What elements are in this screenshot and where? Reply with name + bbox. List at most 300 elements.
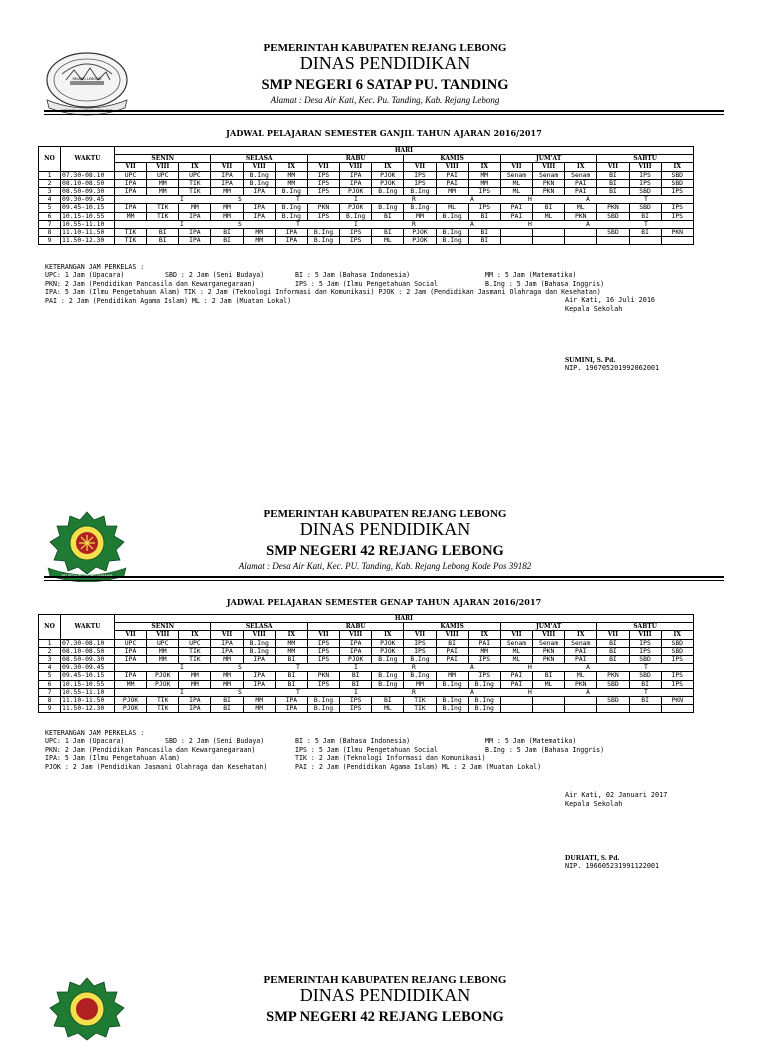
government-name: PEMERINTAH KABUPATEN REJANG LEBONG xyxy=(263,42,507,54)
legend-entry: MM : 5 Jam (Matematika) xyxy=(485,271,577,280)
subject-cell: BI xyxy=(275,672,307,680)
subject-cell: MM xyxy=(243,237,275,245)
subject-cell: IPS xyxy=(307,639,339,647)
subject-cell: ML xyxy=(533,212,565,220)
subject-cell: ML xyxy=(565,672,597,680)
subject-cell: IPS xyxy=(661,212,693,220)
schedule-title: JADWAL PELAJARAN SEMESTER GANJIL TAHUN AJARAN 2016/2017 xyxy=(226,128,542,138)
row-time: 08.10-08.50 xyxy=(61,179,115,187)
class-header: VII xyxy=(115,631,147,639)
subject-cell: IPA xyxy=(115,179,147,187)
subject-cell: Senam xyxy=(500,171,532,179)
subject-cell: PKN xyxy=(597,672,629,680)
subject-cell: BI xyxy=(211,228,243,236)
break-letter: R xyxy=(412,195,416,204)
break-letter: A xyxy=(586,220,590,228)
legend-entry: B.Ing : 5 Jam (Bahasa Inggris) xyxy=(485,745,605,754)
subject-cell: B.Ing xyxy=(468,696,500,704)
break-letter: A xyxy=(470,663,474,672)
subject-cell: IPS xyxy=(629,647,661,655)
class-header: IX xyxy=(468,163,500,171)
subject-cell: B.Ing xyxy=(243,179,275,187)
subject-cell: IPA xyxy=(179,696,211,704)
class-header: VIII xyxy=(340,631,372,639)
subject-cell: IPA xyxy=(115,647,147,655)
subject-cell: MM xyxy=(147,179,179,187)
subject-cell: IPS xyxy=(404,647,436,655)
class-header: VII xyxy=(597,163,629,171)
break-letter: T xyxy=(644,195,648,204)
subject-cell: TIK xyxy=(115,237,147,245)
school-logo xyxy=(42,976,132,1048)
subject-cell: IPS xyxy=(629,639,661,647)
class-header: IX xyxy=(565,163,597,171)
subject-cell: IPS xyxy=(404,639,436,647)
subject-cell: BI xyxy=(597,639,629,647)
legend-entry: B.Ing : 5 Jam (Bahasa Inggris) xyxy=(485,279,605,288)
class-header: VIII xyxy=(533,631,565,639)
subject-cell: PJOK xyxy=(340,655,372,663)
subject-cell: B.Ing xyxy=(404,187,436,195)
row-time: 08.50-09.30 xyxy=(61,655,115,663)
subject-cell: TIK xyxy=(179,179,211,187)
subject-cell: BI xyxy=(436,639,468,647)
subject-cell: PKN xyxy=(565,680,597,688)
subject-cell: SBD xyxy=(661,639,693,647)
row-no: 3 xyxy=(39,187,61,195)
break-letter: R xyxy=(412,220,416,228)
signer-role: Kepala Sekolah xyxy=(565,305,623,313)
subject-cell: UPC xyxy=(179,171,211,179)
day-header: SELASA xyxy=(211,623,307,631)
row-no: 4 xyxy=(39,664,61,672)
subject-cell: MM xyxy=(211,204,243,212)
legend-entry: PAI : 2 Jam (Pendidikan Agama Islam) ML : 2 Jam (Muatan Lokal) xyxy=(295,762,542,771)
break-letter: H xyxy=(528,688,532,696)
subject-cell: PKN xyxy=(597,204,629,212)
subject-cell: MM xyxy=(243,705,275,713)
day-header: KAMIS xyxy=(404,155,500,163)
subject-cell: MM xyxy=(436,672,468,680)
break-letter: A xyxy=(586,688,590,696)
school-address: Alamat : Desa Air Kati, Kec. PU. Tanding, Kab. Rejang Lebong Kode Pos 39182 xyxy=(238,561,532,571)
class-header: VII xyxy=(500,163,532,171)
break-letter: A xyxy=(470,688,474,696)
subject-cell: IPS xyxy=(307,680,339,688)
subject-cell: PKN xyxy=(533,179,565,187)
break-letter: T xyxy=(296,195,300,204)
subject-cell: MM xyxy=(115,212,147,220)
subject-cell: PAI xyxy=(500,212,532,220)
agency-name: DINAS PENDIDIKAN xyxy=(299,985,471,1005)
subject-cell: MM xyxy=(243,696,275,704)
subject-cell: BI xyxy=(468,228,500,236)
break-letter: A xyxy=(470,195,474,204)
break-letter: I xyxy=(354,195,358,204)
subject-cell: MM xyxy=(147,647,179,655)
subject-cell: BI xyxy=(147,228,179,236)
subject-cell: MM xyxy=(179,204,211,212)
subject-cell: IPS xyxy=(629,171,661,179)
break-letter: A xyxy=(586,195,590,204)
subject-cell: IPS xyxy=(307,655,339,663)
subject-cell: B.Ing xyxy=(275,204,307,212)
subject-cell: IPA xyxy=(179,228,211,236)
class-header: IX xyxy=(661,163,693,171)
subject-cell: B.Ing xyxy=(436,237,468,245)
subject-cell: B.Ing xyxy=(372,655,404,663)
class-header: IX xyxy=(565,631,597,639)
place-date: Air Kati, 02 Januari 2017 xyxy=(565,791,668,799)
subject-cell: TIK xyxy=(147,705,179,713)
break-letter: I xyxy=(354,220,358,228)
subject-cell: ML xyxy=(436,204,468,212)
subject-cell: B.Ing xyxy=(307,228,339,236)
subject-cell: IPS xyxy=(404,171,436,179)
subject-cell: TIK xyxy=(179,187,211,195)
class-header: VII xyxy=(211,163,243,171)
day-header: RABU xyxy=(307,623,403,631)
agency-name: DINAS PENDIDIKAN xyxy=(299,53,471,73)
subject-cell: IPA xyxy=(243,204,275,212)
subject-cell: IPS xyxy=(468,655,500,663)
subject-cell: ML xyxy=(500,187,532,195)
break-letter: I xyxy=(180,688,184,696)
subject-cell: ML xyxy=(372,705,404,713)
subject-cell: IPS xyxy=(307,187,339,195)
subject-cell: PAI xyxy=(500,672,532,680)
legend-heading: KETERANGAN JAM PERKELAS : xyxy=(45,729,145,737)
subject-cell: B.Ing xyxy=(243,171,275,179)
subject-cell: PJOK xyxy=(404,228,436,236)
subject-cell: MM xyxy=(275,639,307,647)
subject-cell: IPA xyxy=(275,237,307,245)
subject-cell: PAI xyxy=(436,179,468,187)
subject-cell: SBD xyxy=(629,672,661,680)
subject-cell: BI xyxy=(275,680,307,688)
legend-entry: BI : 5 Jam (Bahasa Indonesia) xyxy=(295,737,411,746)
school-name: SMP NEGERI 42 REJANG LEBONG xyxy=(266,1009,504,1025)
subject-cell: IPS xyxy=(404,179,436,187)
subject-cell: IPA xyxy=(179,705,211,713)
class-header: VIII xyxy=(243,163,275,171)
subject-cell: BI xyxy=(597,171,629,179)
subject-cell: TIK xyxy=(179,655,211,663)
row-no: 6 xyxy=(39,680,61,688)
subject-cell: MM xyxy=(147,655,179,663)
row-no: 7 xyxy=(39,688,61,696)
subject-cell: IPA xyxy=(275,696,307,704)
subject-cell: PJOK xyxy=(340,204,372,212)
subject-cell: PKN xyxy=(661,228,693,236)
subject-cell: BI xyxy=(533,672,565,680)
subject-cell: B.Ing xyxy=(307,696,339,704)
legend-entry: IPA: 5 Jam (Ilmu Pengetahuan Alam) xyxy=(45,754,180,763)
subject-cell: MM xyxy=(179,680,211,688)
row-no: 5 xyxy=(39,204,61,212)
subject-cell: IPS xyxy=(661,672,693,680)
subject-cell: IPA xyxy=(211,179,243,187)
class-header: VIII xyxy=(243,631,275,639)
subject-cell: BI xyxy=(629,212,661,220)
subject-cell: IPS xyxy=(340,237,372,245)
legend-entry: UPC: 1 Jam (Upacara) xyxy=(45,271,125,280)
subject-cell: ML xyxy=(500,655,532,663)
subject-cell: B.Ing xyxy=(404,672,436,680)
subject-cell: IPA xyxy=(340,639,372,647)
day-header: SENIN xyxy=(115,155,211,163)
subject-cell: ML xyxy=(372,237,404,245)
row-time: 09.30-09.45 xyxy=(61,196,115,204)
subject-cell: B.Ing xyxy=(372,187,404,195)
subject-cell: UPC xyxy=(115,171,147,179)
subject-cell: PJOK xyxy=(372,171,404,179)
legend-entry: SBD : 2 Jam (Seni Budaya) xyxy=(165,271,265,280)
break-letter: T xyxy=(644,663,648,672)
subject-cell: Senam xyxy=(533,171,565,179)
subject-cell: IPS xyxy=(307,212,339,220)
subject-cell: PJOK xyxy=(115,705,147,713)
subject-cell: IPA xyxy=(243,212,275,220)
subject-cell: SBD xyxy=(661,647,693,655)
day-header: JUM'AT xyxy=(500,155,596,163)
subject-cell: IPA xyxy=(211,171,243,179)
subject-cell: TIK xyxy=(404,705,436,713)
class-header: VIII xyxy=(436,163,468,171)
row-no: 5 xyxy=(39,672,61,680)
row-no: 8 xyxy=(39,228,61,236)
legend-entry: PJOK : 2 Jam (Pendidikan Jasmani Olahraga dan Kesehatan) xyxy=(45,762,268,771)
break-letter: A xyxy=(586,663,590,672)
class-header: IX xyxy=(179,163,211,171)
legend-entry: BI : 5 Jam (Bahasa Indonesia) xyxy=(295,271,411,280)
subject-cell: TIK xyxy=(115,228,147,236)
row-no: 9 xyxy=(39,237,61,245)
subject-cell: BI xyxy=(372,228,404,236)
subject-cell: SBD xyxy=(661,179,693,187)
row-time: 07.30-08.10 xyxy=(61,639,115,647)
subject-cell: BI xyxy=(275,655,307,663)
subject-cell: MM xyxy=(468,647,500,655)
subject-cell: MM xyxy=(211,680,243,688)
subject-cell: MM xyxy=(179,672,211,680)
legend-entry: IPS : 5 Jam (Ilmu Pengetahuan Social xyxy=(295,279,438,288)
break-letter: S xyxy=(238,220,242,228)
class-header: IX xyxy=(661,631,693,639)
subject-cell: BI xyxy=(629,696,661,704)
subject-cell: PAI xyxy=(436,171,468,179)
break-letter: S xyxy=(238,195,242,204)
subject-cell: TIK xyxy=(179,647,211,655)
row-no: 7 xyxy=(39,220,61,228)
col-hari: HARI xyxy=(115,615,694,623)
subject-cell: IPS xyxy=(307,179,339,187)
break-letter: R xyxy=(412,663,416,672)
legend-entry: IPS : 5 Jam (Ilmu Pengetahuan Social xyxy=(295,745,438,754)
break-letter: H xyxy=(528,195,532,204)
subject-cell: TIK xyxy=(147,696,179,704)
subject-cell: BI xyxy=(211,696,243,704)
subject-cell: IPS xyxy=(307,171,339,179)
subject-cell: IPA xyxy=(211,639,243,647)
row-time: 11.50-12.30 xyxy=(61,237,115,245)
subject-cell: ML xyxy=(500,179,532,187)
subject-cell: IPA xyxy=(340,647,372,655)
class-header: IX xyxy=(275,163,307,171)
row-time: 10.55-11.10 xyxy=(61,220,115,228)
class-header: VII xyxy=(404,163,436,171)
subject-cell: PJOK xyxy=(340,187,372,195)
subject-cell: BI xyxy=(147,237,179,245)
subject-cell: B.Ing xyxy=(372,680,404,688)
subject-cell: BI xyxy=(629,680,661,688)
subject-cell: IPS xyxy=(629,179,661,187)
subject-cell: IPA xyxy=(179,212,211,220)
subject-cell: MM xyxy=(468,179,500,187)
subject-cell: SBD xyxy=(597,696,629,704)
subject-cell: PJOK xyxy=(115,696,147,704)
row-no: 1 xyxy=(39,639,61,647)
subject-cell: IPS xyxy=(661,680,693,688)
subject-cell: B.Ing xyxy=(436,212,468,220)
subject-cell: PKN xyxy=(565,212,597,220)
subject-cell: TIK xyxy=(147,212,179,220)
subject-cell: IPA xyxy=(115,187,147,195)
subject-cell: Senam xyxy=(565,171,597,179)
class-header: VIII xyxy=(533,163,565,171)
subject-cell: MM xyxy=(404,212,436,220)
subject-cell: B.Ing xyxy=(404,655,436,663)
subject-cell: IPS xyxy=(340,696,372,704)
subject-cell: PAI xyxy=(565,187,597,195)
subject-cell: Senam xyxy=(565,639,597,647)
subject-cell: IPA xyxy=(243,672,275,680)
subject-cell: B.Ing xyxy=(307,705,339,713)
subject-cell: IPA xyxy=(179,237,211,245)
col-waktu: WAKTU xyxy=(61,147,115,172)
subject-cell: MM xyxy=(211,212,243,220)
subject-cell: MM xyxy=(243,228,275,236)
subject-cell: PAI xyxy=(500,204,532,212)
subject-cell: UPC xyxy=(147,639,179,647)
subject-cell: PJOK xyxy=(372,639,404,647)
subject-cell: SBD xyxy=(597,228,629,236)
subject-cell: B.Ing xyxy=(275,212,307,220)
subject-cell: BI xyxy=(340,680,372,688)
subject-cell: ML xyxy=(500,647,532,655)
subject-cell: BI xyxy=(468,212,500,220)
day-header: RABU xyxy=(307,155,403,163)
subject-cell: BI xyxy=(597,179,629,187)
subject-cell: BI xyxy=(629,228,661,236)
subject-cell: BI xyxy=(372,696,404,704)
subject-cell: PKN xyxy=(533,187,565,195)
subject-cell: PKN xyxy=(661,696,693,704)
row-time: 11.10-11.50 xyxy=(61,228,115,236)
row-time: 07.30-08.10 xyxy=(61,171,115,179)
row-no: 3 xyxy=(39,655,61,663)
class-header: VIII xyxy=(147,631,179,639)
class-header: VIII xyxy=(629,631,661,639)
subject-cell: IPA xyxy=(243,655,275,663)
subject-cell: SBD xyxy=(629,204,661,212)
subject-cell: MM xyxy=(436,187,468,195)
place-date: Air Kati, 16 Juli 2016 xyxy=(565,296,656,304)
subject-cell: B.Ing xyxy=(275,187,307,195)
subject-cell: UPC xyxy=(115,639,147,647)
subject-cell: BI xyxy=(533,204,565,212)
subject-cell: IPS xyxy=(340,705,372,713)
subject-cell: MM xyxy=(115,680,147,688)
subject-cell: B.Ing xyxy=(436,696,468,704)
subject-cell: IPA xyxy=(211,647,243,655)
subject-cell: MM xyxy=(211,672,243,680)
day-header: SABTU xyxy=(597,155,694,163)
agency-name: DINAS PENDIDIKAN xyxy=(299,519,471,539)
class-header: IX xyxy=(275,631,307,639)
subject-cell: BI xyxy=(597,655,629,663)
subject-cell: MM xyxy=(211,187,243,195)
subject-cell: PAI xyxy=(436,647,468,655)
row-no: 1 xyxy=(39,171,61,179)
subject-cell: BI xyxy=(340,672,372,680)
subject-cell: BI xyxy=(211,705,243,713)
subject-cell: IPA xyxy=(115,655,147,663)
subject-cell: IPS xyxy=(468,204,500,212)
day-header: JUM'AT xyxy=(500,623,596,631)
subject-cell: B.Ing xyxy=(404,204,436,212)
subject-cell: ML xyxy=(565,204,597,212)
subject-cell: B.Ing xyxy=(340,212,372,220)
subject-cell: IPS xyxy=(468,187,500,195)
signer-nip: NIP. 196605231991122001 xyxy=(565,862,660,870)
subject-cell: IPS xyxy=(661,655,693,663)
day-header: SENIN xyxy=(115,623,211,631)
col-waktu: WAKTU xyxy=(61,615,115,640)
subject-cell: B.Ing xyxy=(436,680,468,688)
subject-cell: PJOK xyxy=(147,672,179,680)
subject-cell: B.Ing xyxy=(436,705,468,713)
subject-cell: BI xyxy=(211,237,243,245)
legend-entry: TIK : 2 Jam (Teknologi Informasi dan Komunikasi) xyxy=(295,754,486,763)
logo-text: REJANG LEBONG xyxy=(72,77,102,81)
subject-cell: PAI xyxy=(565,647,597,655)
school-name: SMP NEGERI 42 REJANG LEBONG xyxy=(266,543,504,559)
letterhead xyxy=(0,974,768,1054)
legend-entry: UPC: 1 Jam (Upacara) xyxy=(45,737,125,746)
signer-nip: NIP. 196705201992062001 xyxy=(565,364,660,372)
legend-heading: KETERANGAN JAM PERKELAS : xyxy=(45,263,145,271)
class-header: VII xyxy=(404,631,436,639)
row-time: 08.10-08.50 xyxy=(61,647,115,655)
subject-cell: B.Ing xyxy=(307,237,339,245)
class-header: VII xyxy=(307,163,339,171)
class-header: IX xyxy=(372,163,404,171)
signer-name: SUMINI, S. Pd. xyxy=(565,355,616,364)
subject-cell: PAI xyxy=(565,655,597,663)
row-no: 6 xyxy=(39,212,61,220)
subject-cell: PKN xyxy=(307,204,339,212)
break-letter: A xyxy=(470,220,474,228)
class-header: VIII xyxy=(340,163,372,171)
class-header: VIII xyxy=(436,631,468,639)
row-time: 10.55-11.10 xyxy=(61,688,115,696)
subject-cell: PJOK xyxy=(372,647,404,655)
subject-cell: BI xyxy=(597,187,629,195)
subject-cell: BI xyxy=(372,212,404,220)
class-header: VII xyxy=(500,631,532,639)
row-no: 2 xyxy=(39,647,61,655)
